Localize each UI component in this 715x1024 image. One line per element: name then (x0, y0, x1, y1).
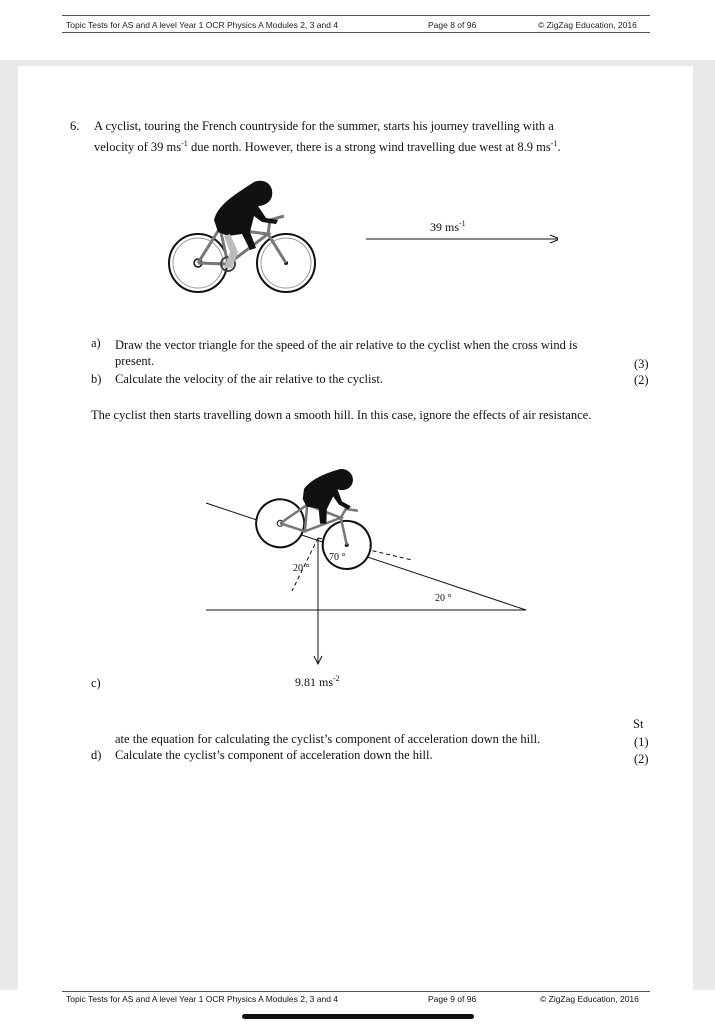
part-c-marks: (1) (634, 735, 649, 749)
angle-20-right-label: 20 ° (435, 593, 452, 604)
question-line-2-start: velocity of 39 ms (94, 140, 182, 155)
angle-70-label: 70 ° (329, 552, 346, 563)
hill-intro-text: The cyclist then starts travelling down a smooth hill. In this case, ignore the effects of air resistance. (91, 408, 592, 422)
header-rule-bottom (62, 32, 650, 33)
question-number: 6. (70, 119, 80, 133)
part-c-label: c) (91, 676, 101, 690)
sup-velocity-wind: -1 (550, 139, 558, 148)
document-page (18, 66, 693, 990)
cyclist-figure (158, 176, 558, 306)
incline-cyclist (250, 456, 392, 575)
header-left-text: Topic Tests for AS and A level Year 1 OCR Physics A Modules 2, 3 and 4 (66, 20, 339, 30)
gravity-unit-sup: -2 (333, 674, 340, 683)
part-c-text: ate the equation for calculating the cyclist’s component of acceleration down the hill. (115, 732, 541, 746)
footer-rule (62, 991, 650, 992)
question-line-1: A cyclist, touring the French countryside for the summer, starts his journey travelling with a (94, 119, 554, 133)
part-b-label: b) (91, 372, 102, 386)
footer-left-text: Topic Tests for AS and A level Year 1 OCR Physics A Modules 2, 3 and 4 (66, 994, 339, 1004)
home-indicator[interactable] (242, 1014, 474, 1019)
part-a-text-1: Draw the vector triangle for the speed of the air relative to the cyclist when the cross wind is (115, 338, 578, 352)
footer-page-number: Page 9 of 96 (428, 994, 477, 1004)
part-c-fragment: St (633, 717, 644, 731)
question-line-2-middle: due north. However, there is a strong wind travelling due west at 8.9 ms (187, 140, 551, 155)
part-a-marks: (3) (634, 357, 649, 371)
velocity-unit-sup: -1 (459, 219, 466, 228)
part-b-text: Calculate the velocity of the air relative to the cyclist. (115, 372, 383, 386)
gravity-label (295, 674, 340, 690)
velocity-value: 39 ms (430, 220, 460, 234)
page-header (0, 0, 715, 60)
angle-20-left-label: 20 ° (293, 563, 310, 574)
part-d-text: Calculate the cyclist’s component of acceleration down the hill. (115, 748, 433, 762)
velocity-label (430, 219, 466, 235)
question-line-2-end: . (557, 140, 561, 155)
part-d-label: d) (91, 748, 102, 762)
header-copyright: © ZigZag Education, 2016 (538, 20, 637, 30)
incline-figure (194, 456, 554, 671)
header-rule-top (62, 15, 650, 16)
question-line-2 (94, 135, 561, 156)
part-d-marks: (2) (634, 752, 649, 766)
sup-velocity-north: -1 (181, 139, 188, 148)
part-b-marks: (2) (634, 373, 649, 387)
header-page-number: Page 8 of 96 (428, 20, 477, 30)
footer-copyright: © ZigZag Education, 2016 (540, 994, 639, 1004)
gravity-value: 9.81 ms (295, 675, 334, 689)
part-a-label: a) (91, 336, 101, 350)
part-a-text-2: present. (115, 354, 155, 368)
